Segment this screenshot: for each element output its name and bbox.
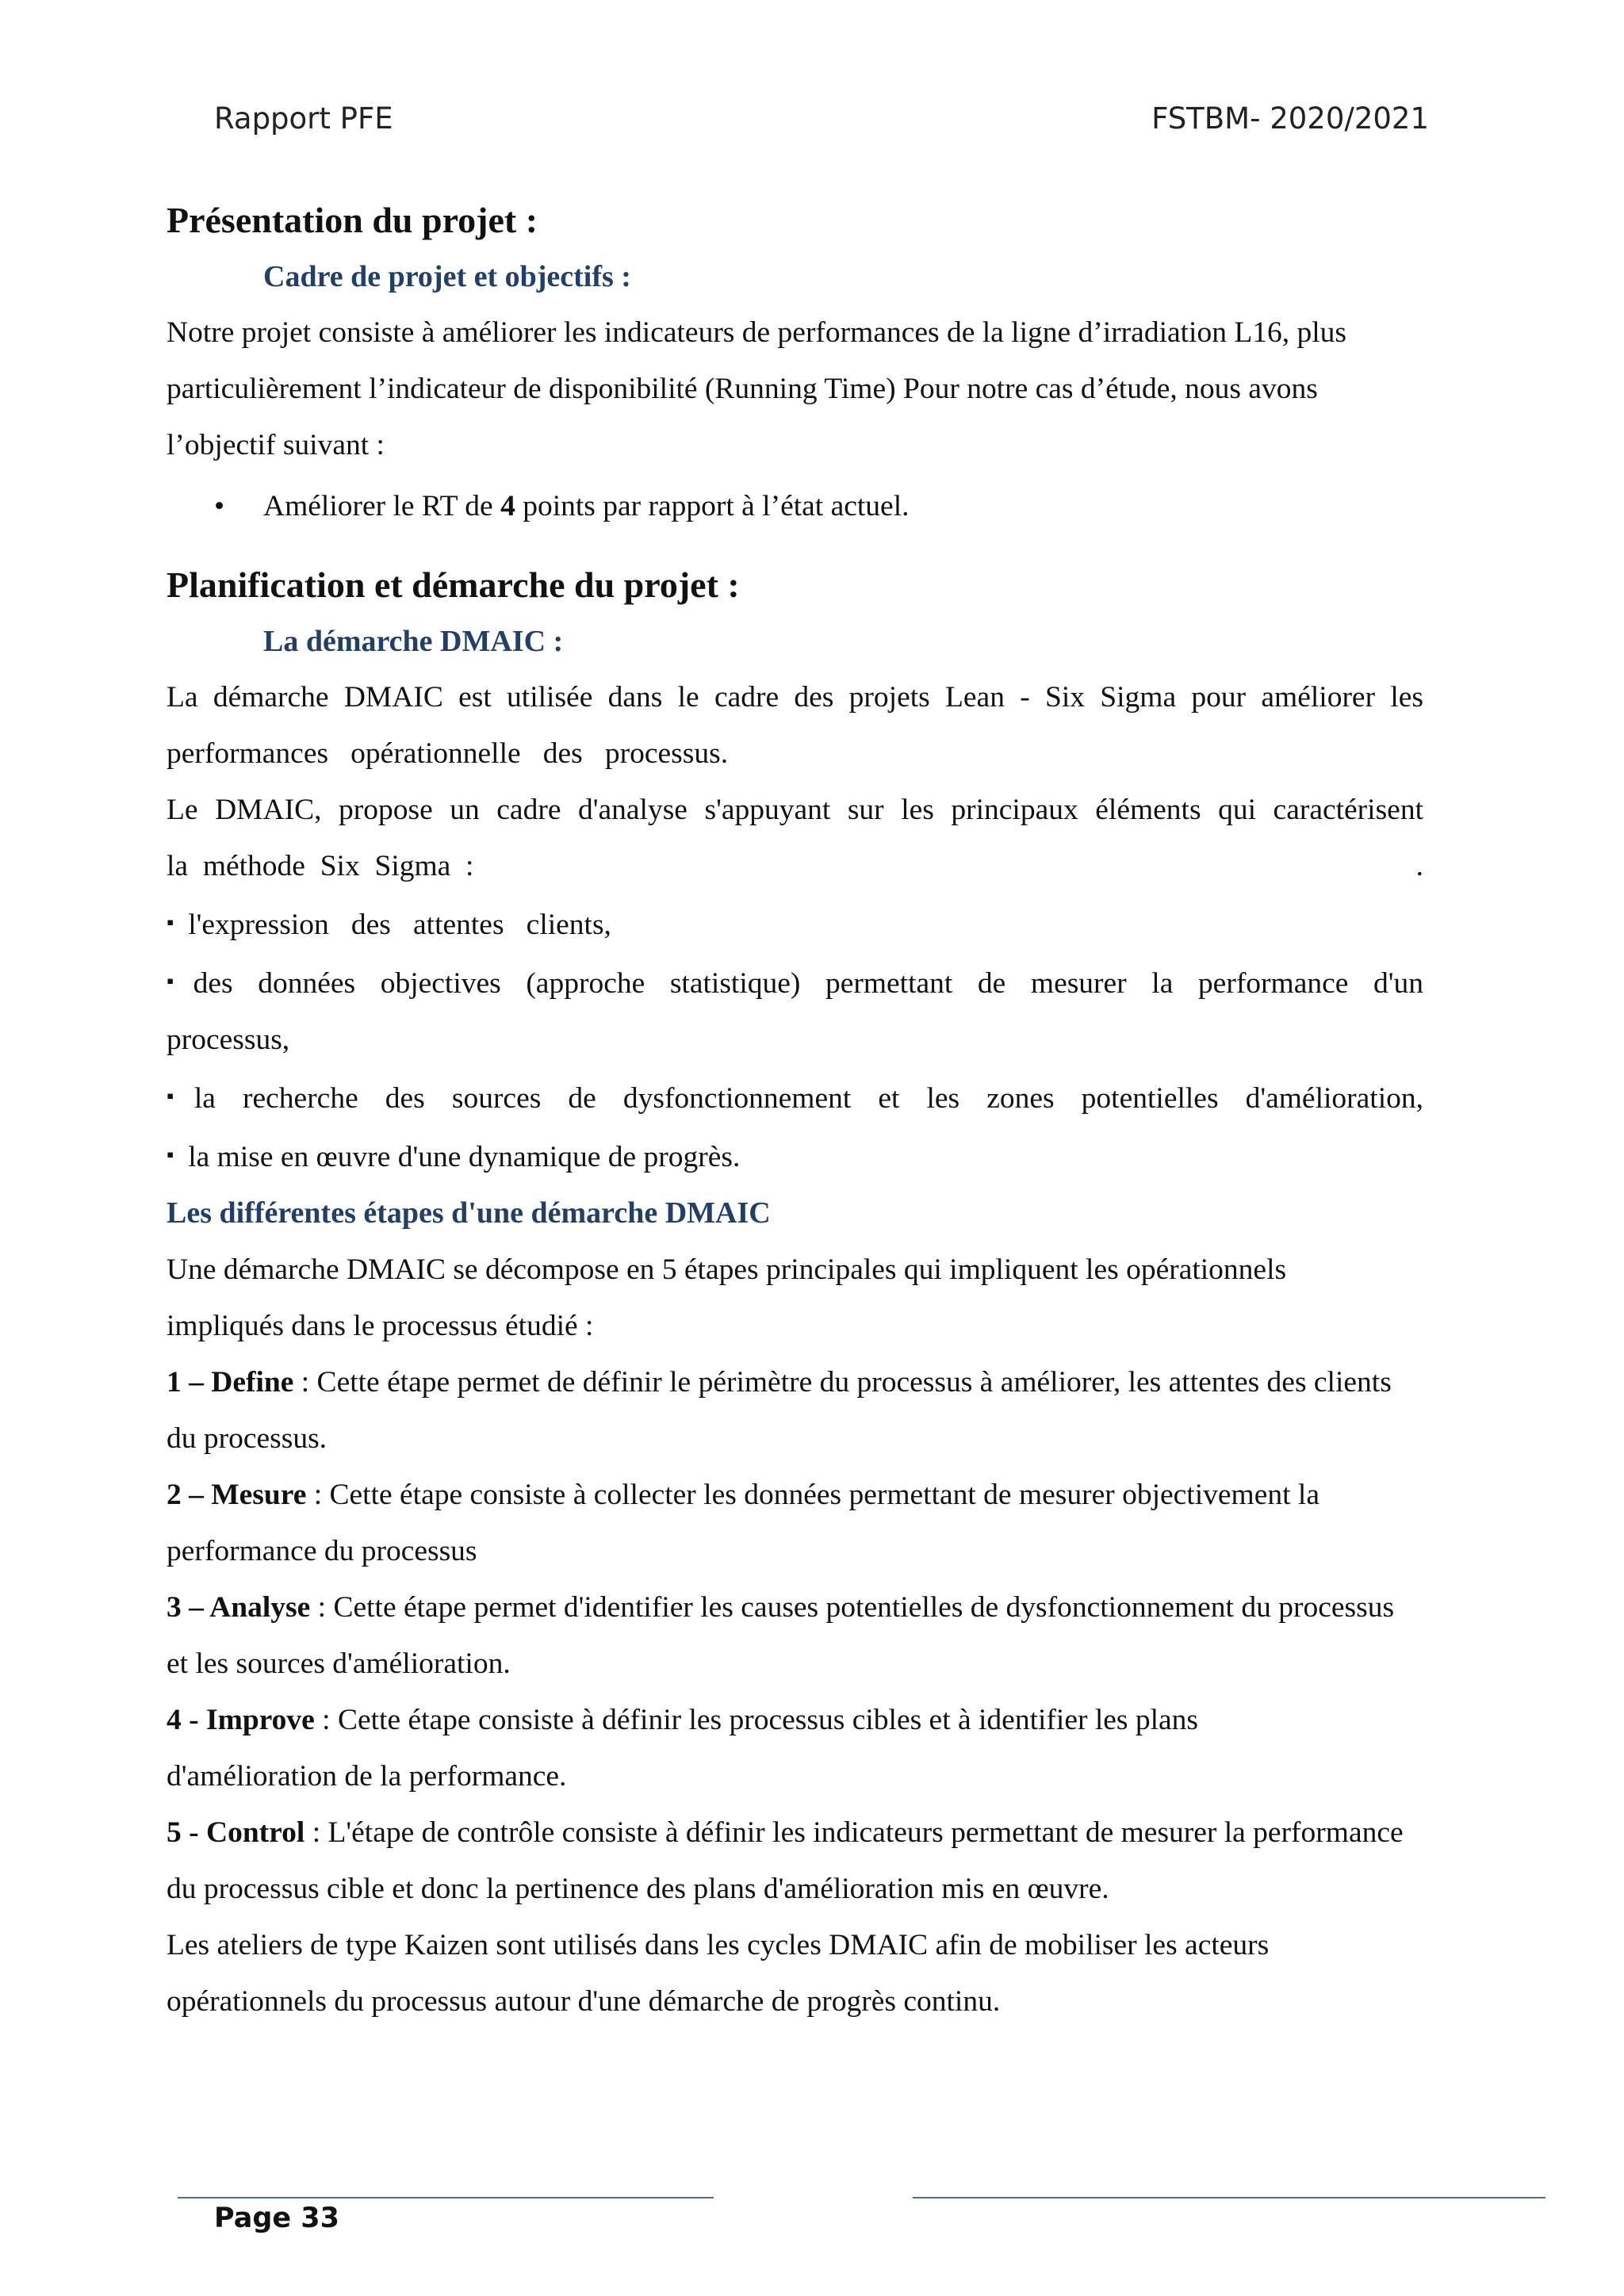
square-bullet-icon: ▪	[167, 911, 174, 934]
section-title-planification: Planification et démarche du projet :	[167, 564, 740, 605]
step-improve	[167, 1692, 1324, 1804]
step-define	[167, 1354, 1404, 1467]
footer-rule-left	[178, 2197, 714, 2198]
step-text: : Cette étape permet de définir le périmètre du processus à améliorer, les attentes des clients du processus.	[167, 1366, 1392, 1455]
paragraph-dmaic-line1: La démarche DMAIC est utilisée dans le cadre des projets Lean - Six Sigma pour améliorer les	[167, 681, 1423, 714]
step-label: 1 – Define	[167, 1366, 294, 1399]
subtitle-demarche-dmaic: La démarche DMAIC :	[263, 625, 564, 658]
bullet-text-post: points par rapport à l’état actuel.	[515, 490, 910, 522]
subtitle-cadre-objectifs: Cadre de projet et objectifs :	[263, 260, 631, 293]
step-text: : L'étape de contrôle consiste à définir les indicateurs permettant de mesurer la performance du processus cible et donc la pertinence des plans d'amélioration mis en œuvre.	[167, 1816, 1404, 1905]
six-sigma-text: la méthode Six Sigma :	[167, 850, 474, 882]
paragraph-objectif: Notre projet consiste à améliorer les indicateurs de performances de la ligne d’irradiation L16, plus particulièrement l’indicateur de disponibilité (Running Time) Pour notre cas d’étude, nous avons l’objectif suivant :	[167, 316, 1347, 461]
bullet-text-pre: Améliorer le RT de	[263, 490, 501, 522]
square-bullet-icon: ▪	[167, 1143, 174, 1166]
square-bullet-icon: ▪	[167, 1085, 180, 1108]
list-item: ▪ des données objectives (approche statistique) permettant de mesurer la performance d'un processus,	[167, 967, 1431, 1056]
bullet-glyph: •	[214, 490, 225, 522]
paragraph-dmaic-line2: performances opérationnelle des processus.	[167, 737, 729, 770]
paragraph-kaizen: Les ateliers de type Kaizen sont utilisés dans les cycles DMAIC afin de mobiliser les acteurs opérationnels du processus autour d'une démarche de progrès continu.	[167, 1929, 1270, 2018]
paragraph-dmaic-cadre-line2	[167, 838, 1423, 894]
header-left: Rapport PFE	[214, 101, 393, 136]
step-text: : Cette étape permet d'identifier les causes potentielles de dysfonctionnement du processus et les sources d'amélioration.	[167, 1591, 1395, 1680]
list-item: ▪ la recherche des sources de dysfonctionnement et les zones potentielles d'amélioration,	[167, 1082, 1424, 1115]
step-control	[167, 1804, 1404, 1917]
step-label: 3 – Analyse	[167, 1591, 311, 1624]
step-label: 5 - Control	[167, 1816, 305, 1849]
step-label: 2 – Mesure	[167, 1479, 307, 1511]
subsection-title-etapes: Les différentes étapes d'une démarche DMAIC	[167, 1196, 771, 1230]
paragraph-etapes-intro: Une démarche DMAIC se décompose en 5 étapes principales qui impliquent les opérationnels impliqués dans le processus étudié :	[167, 1253, 1287, 1342]
step-analyse	[167, 1579, 1404, 1692]
bullet-item-objectif	[167, 478, 1423, 534]
step-mesure	[167, 1467, 1423, 1579]
list-item: ▪ la mise en œuvre d'une dynamique de progrès.	[167, 1141, 741, 1173]
step-label: 4 - Improve	[167, 1704, 315, 1736]
page-content	[167, 192, 1431, 2030]
step-text: : Cette étape consiste à collecter les données permettant de mesurer objectivement la performance du processus	[167, 1479, 1320, 1567]
square-bullet-icon: ▪	[167, 970, 179, 993]
list-item: ▪ l'expression des attentes clients,	[167, 909, 611, 941]
header-right: FSTBM- 2020/2021	[1151, 101, 1429, 136]
footer-rule-right	[913, 2197, 1545, 2198]
page-number: Page 33	[214, 2202, 340, 2234]
bullet-text	[263, 478, 910, 534]
section-title-presentation: Présentation du projet :	[167, 200, 538, 240]
line-end-period: .	[1415, 850, 1423, 882]
bullet-text-bold: 4	[500, 490, 515, 522]
step-text: : Cette étape consiste à définir les processus cibles et à identifier les plans d'amélioration de la performance.	[167, 1704, 1199, 1793]
paragraph-dmaic-cadre-line1: Le DMAIC, propose un cadre d'analyse s'appuyant sur les principaux éléments qui caractérisent	[167, 794, 1423, 826]
